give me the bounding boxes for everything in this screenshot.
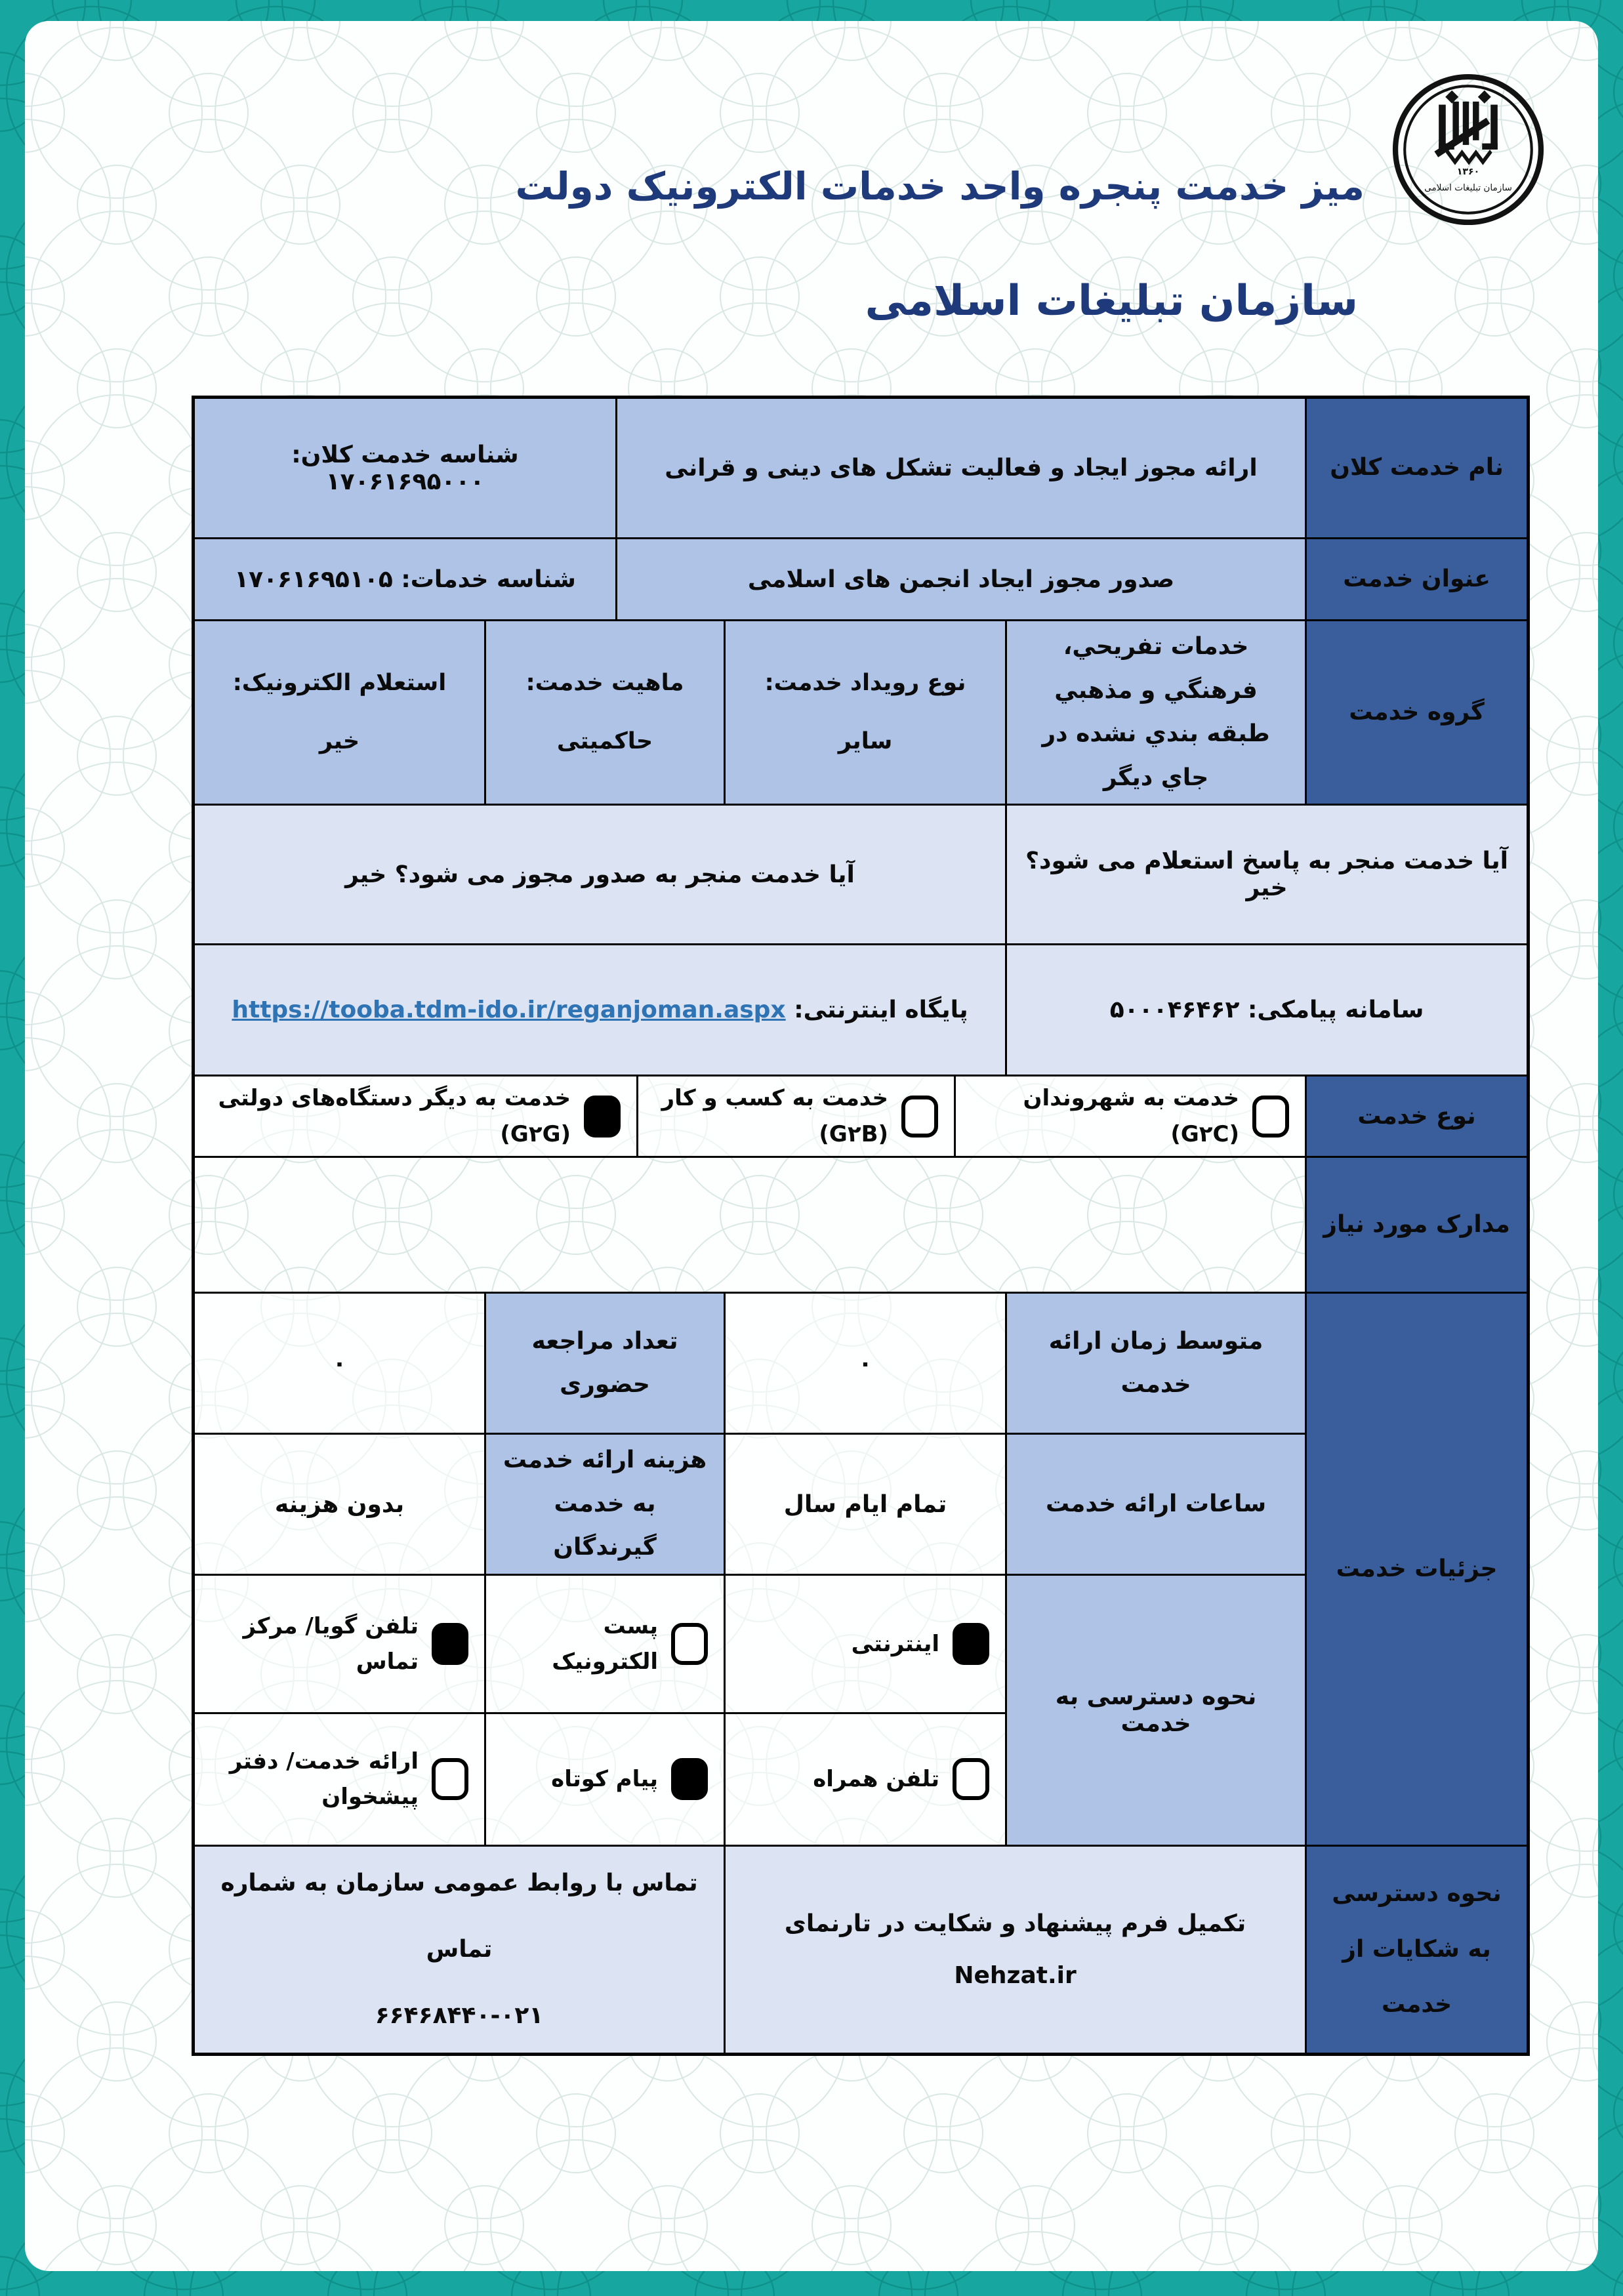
sms-checkbox[interactable]: [671, 1758, 708, 1800]
table-row: [194, 1157, 1529, 1293]
counter-checkbox[interactable]: [432, 1758, 468, 1800]
macro-service-id: شناسه خدمت کلان: ۱۷۰۶۱۶۹۵۰۰۰: [194, 398, 617, 539]
internet-checkbox[interactable]: [953, 1623, 989, 1665]
organization-logo-icon: [1391, 72, 1546, 227]
service-table: [192, 396, 1530, 2056]
row-header-service-type: نوع خدمت: [1306, 1076, 1529, 1157]
table-row: [194, 945, 1529, 1076]
page-title-line2: سازمان تبلیغات اسلامی: [865, 277, 1358, 325]
access-option-callcenter: تلفن گویا/ مرکز تماس: [194, 1574, 485, 1713]
access-option-sms: پیام کوتاه: [485, 1713, 725, 1845]
service-type-option-g2b: خدمت به کسب و کار (G۲B): [638, 1076, 955, 1157]
table-row: [194, 398, 1529, 539]
table-row: [194, 621, 1529, 805]
visits-value: ۰: [194, 1293, 485, 1434]
access-option-internet: اینترنتی: [725, 1574, 1006, 1713]
service-type-option-g2c: خدمت به شهروندان (G۲C): [955, 1076, 1306, 1157]
service-id: شناسه خدمات: ۱۷۰۶۱۶۹۵۱۰۵: [194, 539, 617, 621]
service-nature: ماهیت خدمت: حاکمیتی: [485, 621, 725, 805]
documents-content: [194, 1157, 1306, 1293]
service-hours-value: تمام ایام سال: [725, 1434, 1006, 1575]
page-title-line1: میز خدمت پنجره واحد خدمات الکترونیک دولت: [515, 164, 1365, 209]
table-row: [194, 1845, 1529, 2054]
table-row: [194, 1076, 1529, 1157]
mobile-checkbox[interactable]: [953, 1758, 989, 1800]
row-header-service-details: جزئیات خدمت: [1306, 1293, 1529, 1846]
row-header-macro-service: نام خدمت کلان: [1306, 398, 1529, 539]
row-header-service-title: عنوان خدمت: [1306, 539, 1529, 621]
avg-time-label: متوسط زمان ارائه خدمت: [1006, 1293, 1306, 1434]
access-option-counter: ارائه خدمت/ دفتر پیشخوان: [194, 1713, 485, 1845]
access-option-email: پست الکترونیک: [485, 1574, 725, 1713]
sms-system: سامانه پیامکی: ۵۰۰۰۴۶۴۶۲: [1006, 945, 1529, 1076]
service-event-type: نوع رویداد خدمت: سایر: [725, 621, 1006, 805]
service-type-option-g2g: خدمت به دیگر دستگاه‌های دولتی (G۲G): [194, 1076, 638, 1157]
table-row: [194, 1293, 1529, 1434]
row-header-complaints: نحوه دسترسی به شکایات از خدمت: [1306, 1845, 1529, 2054]
email-checkbox[interactable]: [671, 1623, 708, 1665]
service-title: صدور مجوز ایجاد انجمن های اسلامی: [617, 539, 1306, 621]
complaint-web: تکمیل فرم پیشنهاد و شکایت در تارنمای Nehzat.ir: [725, 1845, 1306, 2054]
callcenter-checkbox[interactable]: [432, 1623, 468, 1665]
access-option-mobile: تلفن همراه: [725, 1713, 1006, 1845]
g2g-checkbox[interactable]: [584, 1096, 621, 1138]
table-row: [194, 805, 1529, 945]
g2c-checkbox[interactable]: [1252, 1096, 1289, 1138]
table-row: [194, 539, 1529, 621]
service-hours-label: ساعات ارائه خدمت: [1006, 1434, 1306, 1575]
website-link[interactable]: https://tooba.tdm-ido.ir/reganjoman.aspx: [232, 996, 786, 1024]
service-group-value: خدمات تفریحي، فرهنگي و مذهبي طبقه بندي نشده در جاي دیگر: [1006, 621, 1306, 805]
access-method-label: نحوه دسترسی به خدمت: [1006, 1574, 1306, 1845]
row-header-service-group: گروه خدمت: [1306, 621, 1529, 805]
complaint-phone-number: ۶۶۴۶۸۴۴۰-۰۲۱: [375, 2001, 544, 2029]
service-cost-value: بدون هزینه: [194, 1434, 485, 1575]
website-cell: [194, 945, 1006, 1076]
avg-time-value: ۰: [725, 1293, 1006, 1434]
inquiry-question: آیا خدمت منجر به پاسخ استعلام می شود؟ خیر: [1006, 805, 1529, 945]
logo-year: ۱۳۶۰: [1456, 166, 1480, 177]
g2b-checkbox[interactable]: [901, 1096, 938, 1138]
complaint-phone: تماس با روابط عمومی سازمان به شماره تماس ۶۶۴۶۸۴۴۰-۰۲۱: [194, 1845, 725, 2054]
kufic-calligraphy: [1434, 91, 1497, 165]
row-header-documents: مدارک مورد نیاز: [1306, 1157, 1529, 1293]
logo-org-name: سازمان تبلیغات اسلامی: [1424, 182, 1512, 194]
macro-service-name: ارائه مجوز ایجاد و فعالیت تشکل های دینی و قرانی: [617, 398, 1306, 539]
license-question: آیا خدمت منجر به صدور مجوز می شود؟ خیر: [194, 805, 1006, 945]
electronic-inquiry: استعلام الکترونیک: خیر: [194, 621, 485, 805]
website-label: پایگاه اینترنتی:: [794, 996, 968, 1024]
document-page: [25, 21, 1598, 2271]
service-cost-label: هزینه ارائه خدمت به خدمت گیرندگان: [485, 1434, 725, 1575]
visits-label: تعداد مراجعه حضوری: [485, 1293, 725, 1434]
